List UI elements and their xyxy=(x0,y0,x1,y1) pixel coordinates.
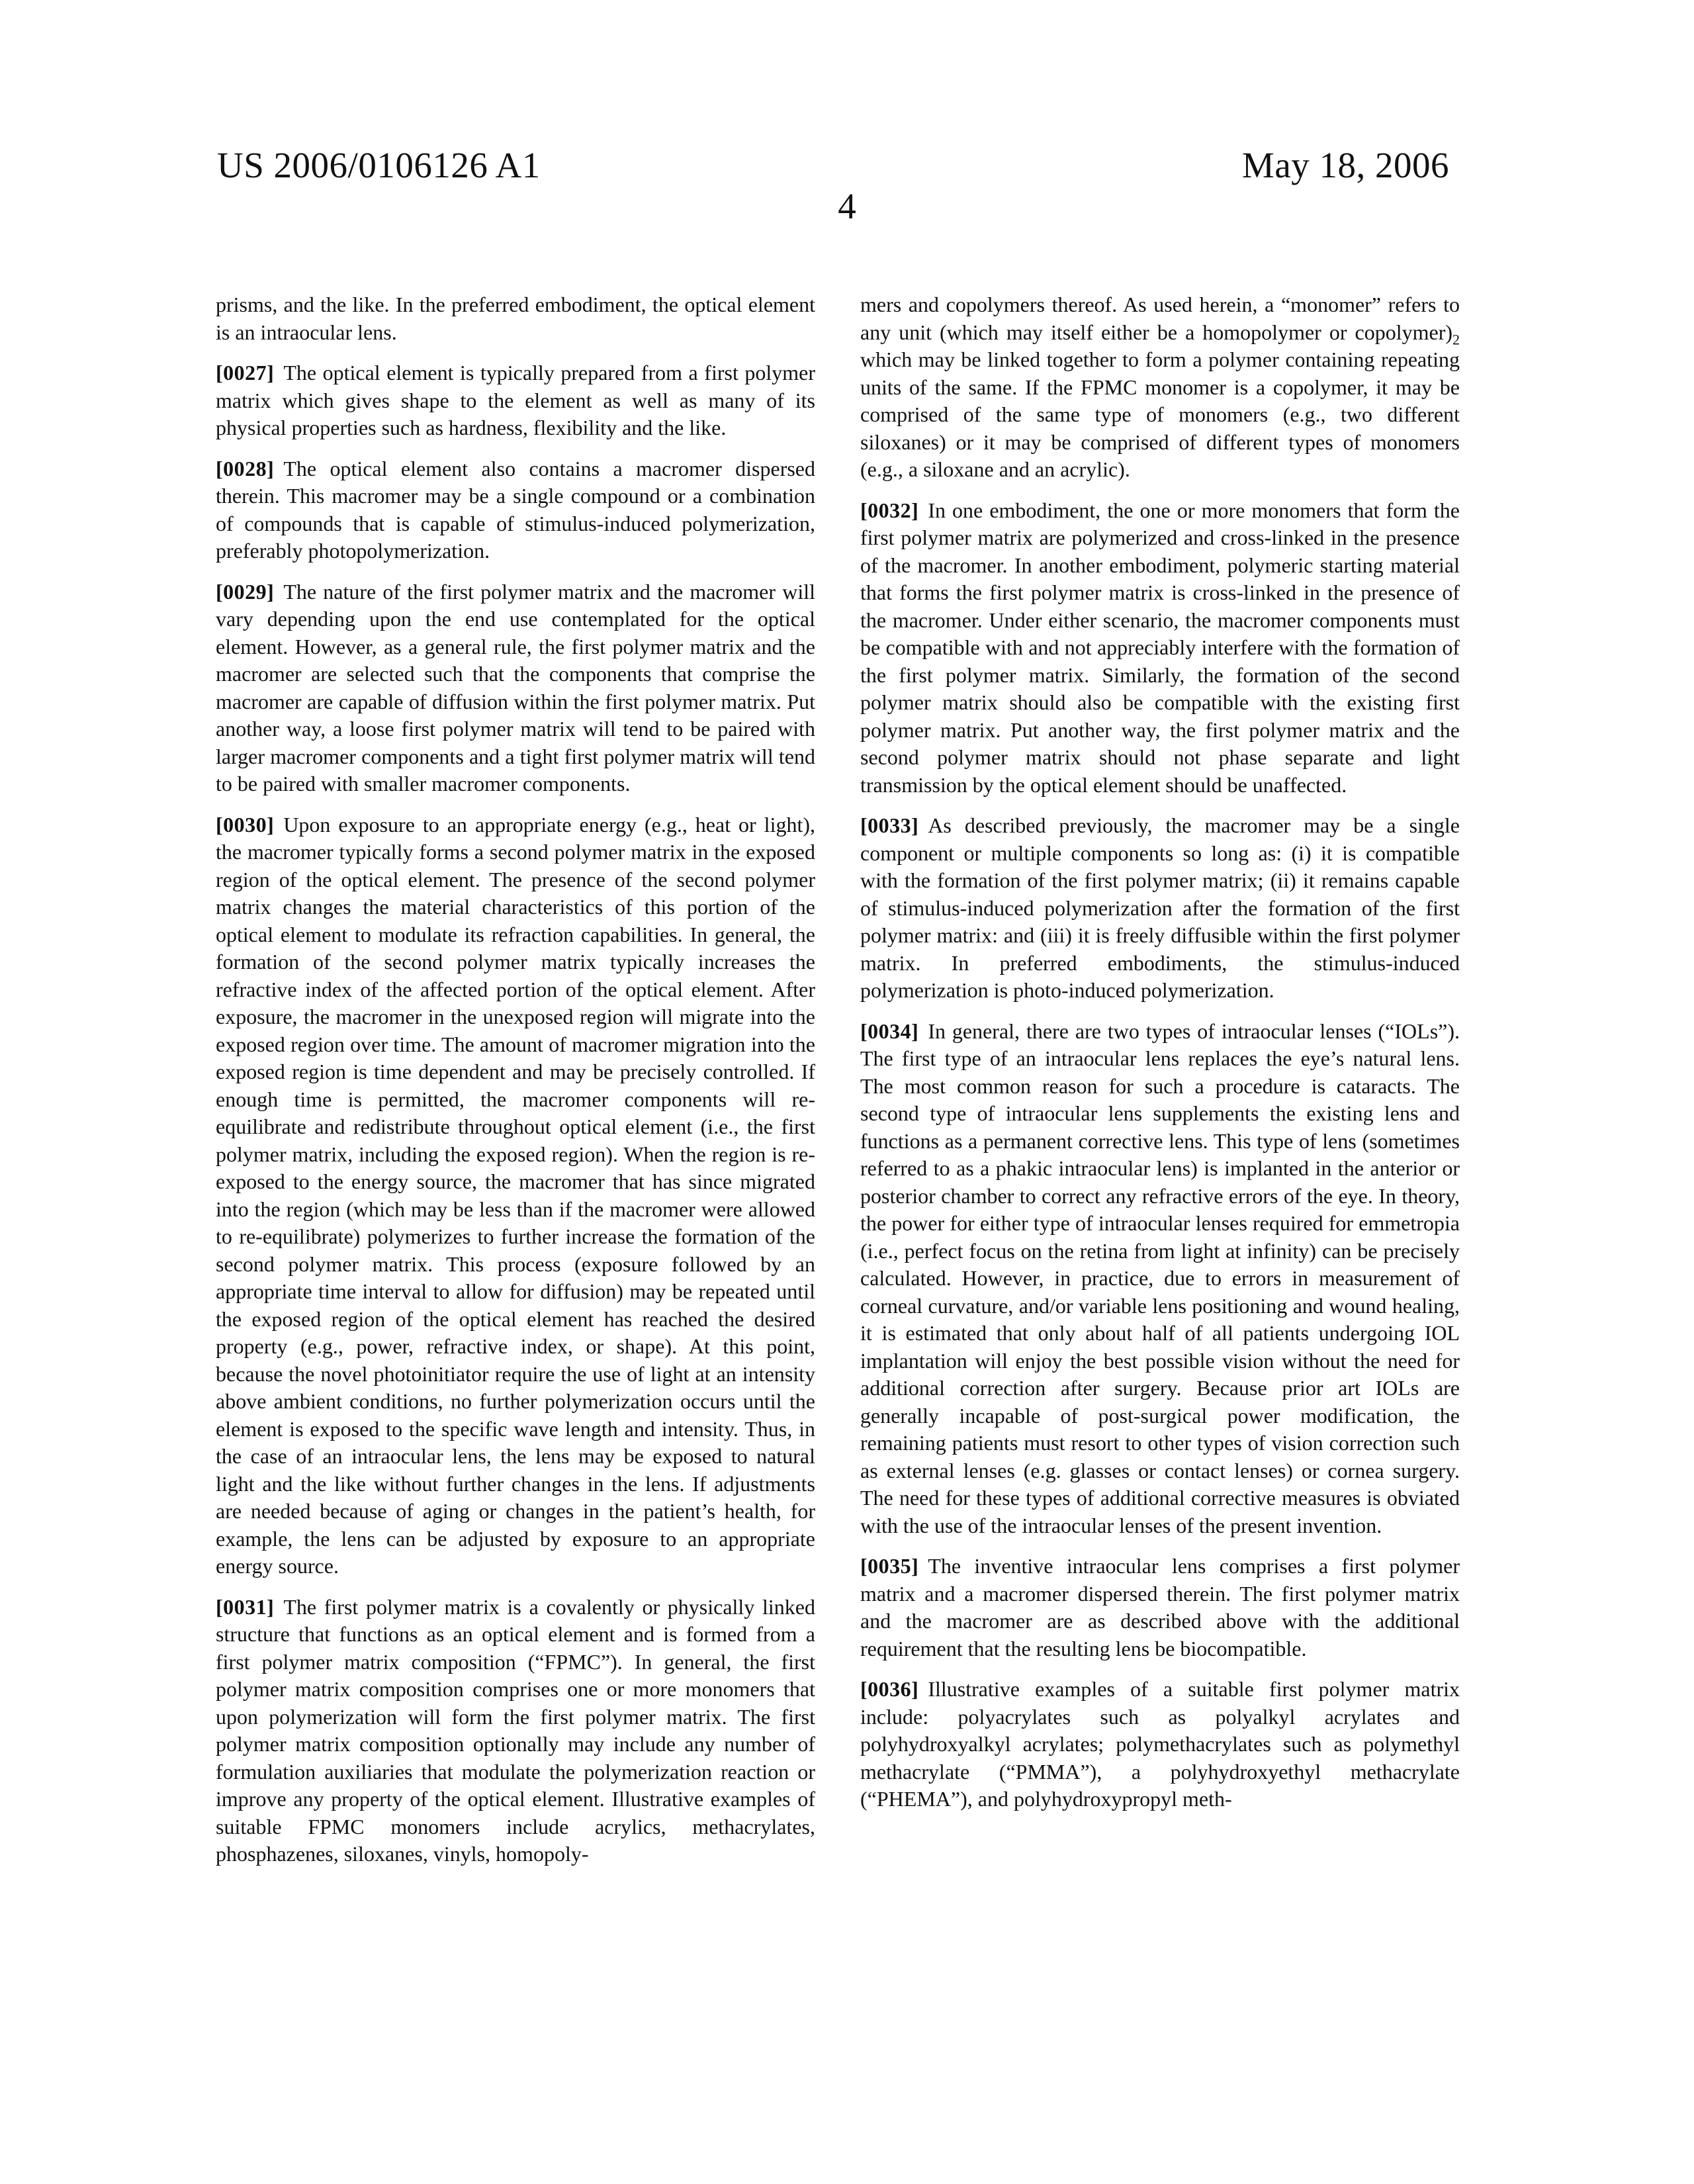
paragraph-number: [0028] xyxy=(216,457,274,480)
paragraph-0028 xyxy=(216,455,815,565)
paragraph-text: The inventive intraocular lens comprises a first polymer matrix and a macromer dispersed therein. The first polymer matrix and the macromer are as described above with the additional requirement that the resulting lens be biocompatible. xyxy=(860,1554,1460,1661)
paragraph-number: [0032] xyxy=(860,498,918,522)
paragraph-text: mers and copolymers thereof. As used herein, a “monomer” refers to any unit (which may itself either be a homopolymer or copolymer) xyxy=(860,293,1460,344)
paragraph-number: [0029] xyxy=(216,580,274,604)
paragraph-0032 xyxy=(860,497,1460,799)
left-column xyxy=(216,291,815,1882)
paragraph-text: In general, there are two types of intraocular lenses (“IOLs”). The first type of an intraocular lens replaces the eye’s natural lens. The most common reason for such a procedure is cataracts. The second type of intraocular lens supplements the existing lens and functions as a permanent corrective lens. This type of lens (sometimes referred to as a phakic intraocular lens) is implanted in the anterior or posterior chamber to correct any refractive errors of the eye. In theory, the power for either type of intraocular lenses required for emmetropia (i.e., perfect focus on the retina from light at infinity) can be precisely calculated. However, in practice, due to errors in measurement of corneal curvature, and/or variable lens positioning and wound healing, it is estimated that only about half of all patients undergoing IOL implantation will enjoy the best possible vision without the need for additional correction after surgery. Because prior art IOLs are generally incapable of post-surgical power modification, the remaining patients must resort to other types of vision correction such as external lenses (e.g. glasses or contact lenses) or cornea surgery. The need for these types of additional corrective measures is obviated with the use of the intraocular lenses of the present invention. xyxy=(860,1019,1460,1537)
paragraph-text: The optical element is typically prepared from a first polymer matrix which gives shape to the element as well as many of its physical properties such as hardness, flexibility and the like. xyxy=(216,361,815,439)
paragraph-0027 xyxy=(216,359,815,442)
paragraph-number: [0036] xyxy=(860,1677,918,1701)
paragraph-0036 xyxy=(860,1676,1460,1813)
paragraph-text: The first polymer matrix is a covalently or physically linked structure that functions as an optical element and is formed from a first polymer matrix composition (“FPMC”). In general, the first polymer matrix composition comprises one or more monomers that upon polymerization will form the first polymer matrix. The first polymer matrix composition optionally may include any number of formulation auxiliaries that modulate the polymerization reaction or improve any property of the optical element. Illustrative examples of suitable FPMC monomers include acrylics, methacrylates, phosphazenes, siloxanes, vinyls, homopoly- xyxy=(216,1595,815,1866)
paragraph-continued xyxy=(860,291,1460,484)
paragraph-0034 xyxy=(860,1018,1460,1540)
right-column xyxy=(860,291,1460,1827)
publication-date: May 18, 2006 xyxy=(1242,146,1449,185)
subscript: 2 xyxy=(1452,331,1460,347)
paragraph-text: which may be linked together to form a polymer containing repeating units of the same. If the FPMC monomer is a copolymer, it may be comprised of the same type of monomers (e.g., two different siloxanes) or it may be comprised of different types of monomers (e.g., a siloxane and an acrylic). xyxy=(860,347,1460,481)
paragraph-continued xyxy=(216,291,815,346)
paragraph-0030 xyxy=(216,811,815,1580)
paragraph-number: [0030] xyxy=(216,813,274,837)
paragraph-text: The optical element also contains a macromer dispersed therein. This macromer may be a single compound or a combination of compounds that is capable of stimulus-induced polymerization, preferably photopolymerization. xyxy=(216,457,815,563)
paragraph-0029 xyxy=(216,578,815,798)
paragraph-text: In one embodiment, the one or more monomers that form the first polymer matrix are polymerized and cross-linked in the presence of the macromer. In another embodiment, polymeric starting material that forms the first polymer matrix is cross-linked in the presence of the macromer. Under either scenario, the macromer components must be compatible with and not appreciably interfere with the formation of the first polymer matrix. Similarly, the formation of the second polymer matrix should also be compatible with the existing first polymer matrix. Put another way, the first polymer matrix and the second polymer matrix should not phase separate and light transmission by the optical element should be unaffected. xyxy=(860,498,1460,797)
paragraph-text: As described previously, the macromer may be a single component or multiple components so long as: (i) it is compatible with the formation of the first polymer matrix; (ii) it remains capable of stimulus-induced polymerization after the formation of the first polymer matrix: and (iii) it is freely diffusible within the first polymer matrix. In preferred embodiments, the stimulus-induced polymerization is photo-induced polymerization. xyxy=(860,813,1460,1002)
paragraph-text: Illustrative examples of a suitable first polymer matrix include: polyacrylates such as polyalkyl acrylates and polyhydroxyalkyl acrylates; polymethacrylates such as polymethyl methacrylate (“PMMA”), a polyhydroxyethyl methacrylate (“PHEMA”), and polyhydroxypropyl meth- xyxy=(860,1677,1460,1811)
paragraph-number: [0034] xyxy=(860,1019,918,1043)
paragraph-text: The nature of the first polymer matrix and the macromer will vary depending upon the end use contemplated for the optical element. However, as a general rule, the first polymer matrix and the macromer are selected such that the components that comprise the macromer are capable of diffusion within the first polymer matrix. Put another way, a loose first polymer matrix will tend to be paired with larger macromer components and a tight first polymer matrix will tend to be paired with smaller macromer components. xyxy=(216,580,815,796)
paragraph-number: [0031] xyxy=(216,1595,274,1619)
paragraph-number: [0027] xyxy=(216,361,274,385)
paragraph-text: Upon exposure to an appropriate energy (e.g., heat or light), the macromer typically forms a second polymer matrix in the exposed region of the optical element. The presence of the second polymer matrix changes the material characteristics of this portion of the optical element to modulate its refraction capabilities. In general, the formation of the second polymer matrix typically increases the refractive index of the affected portion of the optical element. After exposure, the macromer in the unexposed region will migrate into the exposed region over time. The amount of macromer migration into the exposed region is time dependent and may be precisely controlled. If enough time is permitted, the macromer components will re-equilibrate and redistribute throughout optical element (i.e., the first polymer matrix, including the exposed region). When the region is re-exposed to the energy source, the macromer that has since migrated into the region (which may be less than if the macromer were allowed to re-equilibrate) polymerizes to further increase the formation of the second polymer matrix. This process (exposure followed by an appropriate time interval to allow for diffusion) may be repeated until the exposed region of the optical element has reached the desired property (e.g., power, refractive index, or shape). At this point, because the novel photoinitiator require the use of light at an intensity above ambient conditions, no further polymerization occurs until the element is exposed to the specific wave length and intensity. Thus, in the case of an intraocular lens, the lens may be exposed to natural light and the like without further changes in the lens. If adjustments are needed because of aging or changes in the patient’s health, for example, the lens can be adjusted by exposure to an appropriate energy source. xyxy=(216,813,815,1578)
publication-number: US 2006/0106126 A1 xyxy=(217,146,541,185)
paragraph-0033 xyxy=(860,812,1460,1005)
paragraph-0031 xyxy=(216,1594,815,1868)
paragraph-0035 xyxy=(860,1553,1460,1662)
paragraph-number: [0035] xyxy=(860,1554,918,1578)
paragraph-number: [0033] xyxy=(860,813,918,837)
page-number: 4 xyxy=(0,187,1694,226)
paragraph-text: prisms, and the like. In the preferred embodiment, the optical element is an intraocular lens. xyxy=(216,293,815,344)
